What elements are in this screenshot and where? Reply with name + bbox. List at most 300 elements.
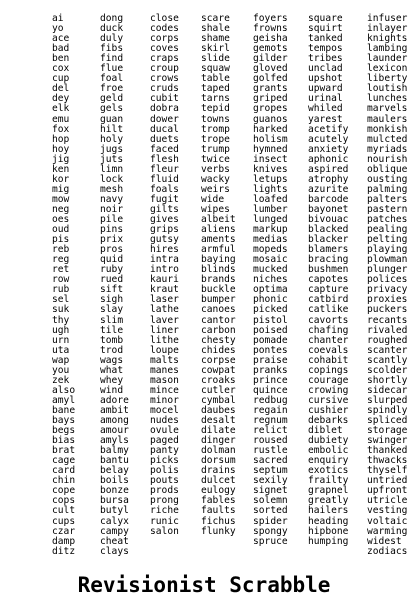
word: boils [100, 475, 129, 487]
word: urn [52, 334, 70, 346]
word: czar [52, 525, 76, 537]
word: riche [150, 505, 179, 517]
word: wide [201, 193, 225, 205]
word: oes [52, 214, 70, 225]
word: bumper [201, 294, 236, 306]
word: rustle [253, 445, 288, 457]
word: relict [253, 425, 288, 437]
word: sidecar [367, 384, 408, 396]
word: shortly [367, 374, 408, 386]
word: carbon [201, 324, 236, 336]
word: aments [201, 234, 236, 246]
word: cymbal [201, 394, 236, 406]
word: among [100, 415, 129, 426]
word: amyls [100, 435, 129, 447]
word: holy [100, 133, 124, 145]
word: slim [100, 314, 124, 326]
word: pile [100, 214, 124, 225]
word: polices [367, 274, 408, 286]
word: bonze [100, 485, 129, 497]
word: voltaic [367, 515, 408, 527]
word: adore [100, 394, 129, 406]
word: ben [52, 53, 70, 65]
word: phonic [253, 294, 288, 306]
word: foals [150, 183, 179, 195]
word: slay [100, 304, 124, 316]
word: you [52, 364, 70, 376]
word: neg [52, 203, 70, 215]
word: upshot [308, 73, 343, 85]
word: griped [253, 93, 288, 105]
word: belay [100, 465, 129, 477]
word: heading [308, 515, 349, 527]
word: tribes [308, 53, 343, 65]
word: marvels [367, 103, 408, 115]
word: lunged [253, 214, 288, 225]
word: duck [100, 23, 124, 35]
word: foyers [253, 13, 288, 24]
word: bivouac [308, 214, 349, 225]
word: embolic [308, 445, 349, 457]
word: duly [100, 33, 124, 45]
word: azurite [308, 183, 349, 195]
word: eulogy [201, 485, 236, 497]
word: limn [100, 163, 124, 175]
word: loutish [367, 83, 408, 95]
word: cohabit [308, 354, 349, 366]
word: corps [150, 33, 179, 45]
word: grapnel [308, 485, 349, 497]
word: utricle [367, 495, 408, 507]
word: dubiety [308, 435, 349, 447]
word: malts [150, 354, 179, 366]
word: guan [100, 113, 124, 125]
word: aphonic [308, 153, 349, 165]
word: bracing [308, 254, 349, 266]
word: spruce [253, 535, 288, 547]
word-columns [52, 13, 408, 575]
word: square [308, 13, 343, 24]
word: signet [253, 485, 288, 497]
word: grants [253, 83, 288, 95]
word: flunky [201, 525, 236, 537]
word: rub [52, 284, 70, 296]
word: picked [253, 304, 288, 316]
word: thyself [367, 465, 408, 477]
word: gilder [253, 53, 288, 65]
word: lithe [150, 334, 179, 346]
word: corpse [201, 354, 236, 366]
word: maulers [367, 113, 408, 125]
word: dilate [201, 425, 236, 437]
word: anxiety [308, 143, 349, 155]
word: duets [150, 133, 179, 145]
word: cushier [308, 404, 349, 416]
word: fluid [150, 173, 179, 185]
word: crows [150, 73, 179, 85]
word: monkish [367, 123, 408, 135]
word: diblet [308, 425, 343, 437]
word: medias [253, 234, 288, 246]
word: amyl [52, 394, 76, 406]
word: hailers [308, 505, 349, 517]
word: bursa [100, 495, 129, 507]
word: acutely [308, 133, 349, 145]
word: lathe [150, 304, 179, 316]
word: grips [150, 224, 179, 236]
word: spongy [253, 525, 288, 537]
word: close [150, 13, 179, 24]
word: ken [52, 163, 70, 175]
word: pastern [367, 203, 408, 215]
word: pis [52, 234, 70, 246]
word: geld [100, 93, 124, 105]
word: thanked [367, 445, 408, 457]
word: minor [150, 394, 179, 406]
word: zek [52, 374, 70, 386]
word: slide [201, 53, 230, 65]
word: kraut [150, 284, 179, 296]
word: hymned [253, 143, 288, 155]
word: hires [150, 244, 179, 256]
word: thwacks [367, 455, 408, 467]
word: amour [100, 425, 129, 437]
word: fox [52, 123, 70, 135]
word: whey [100, 374, 124, 386]
word: geisha [253, 33, 288, 45]
word: scolder [367, 364, 408, 376]
word: flesh [150, 153, 179, 165]
word: yarest [308, 113, 343, 125]
word: fleur [150, 163, 179, 175]
word: upfront [367, 485, 408, 497]
word: pomade [253, 334, 288, 346]
word: hipbone [308, 525, 349, 537]
word: cutler [201, 384, 236, 396]
word: scantly [367, 354, 408, 366]
word: row [52, 274, 70, 286]
word: mow [52, 193, 70, 205]
word: reb [52, 244, 70, 256]
word: knights [367, 33, 408, 45]
word: suk [52, 304, 70, 316]
word: cantor [201, 314, 236, 326]
word: bays [52, 415, 76, 426]
word: rivaled [367, 324, 408, 336]
word: pros [100, 244, 124, 256]
word: frailty [308, 475, 349, 487]
word: rued [100, 274, 124, 286]
word: noir [100, 203, 124, 215]
word: ovule [150, 425, 179, 437]
word: coves [150, 43, 179, 55]
word: intro [150, 264, 179, 276]
word: wap [52, 354, 70, 366]
word: butyl [100, 505, 129, 517]
word: albeit [201, 214, 236, 225]
word: shame [201, 33, 230, 45]
word: copings [308, 364, 349, 376]
word: inlayer [367, 23, 408, 35]
word: optima [253, 284, 288, 296]
word: jig [52, 153, 70, 165]
word: dobra [150, 103, 179, 115]
word: lunches [367, 93, 408, 105]
word: blinds [201, 264, 236, 276]
word: tile [100, 324, 124, 336]
word: yo [52, 23, 64, 35]
word: desalt [201, 415, 236, 426]
word: dulcet [201, 475, 236, 487]
word: salon [150, 525, 179, 537]
word: prince [253, 374, 288, 386]
word: fugit [150, 193, 179, 205]
word: plowman [367, 254, 408, 266]
word: aliens [201, 224, 236, 236]
word: del [52, 83, 70, 95]
word: intra [150, 254, 179, 266]
word: runic [150, 515, 179, 527]
word: emu [52, 113, 70, 125]
word: oblique [367, 163, 408, 175]
word: navy [100, 193, 124, 205]
word: lock [100, 173, 124, 185]
word: pins [100, 224, 124, 236]
word: trope [201, 133, 230, 145]
word: roughed [367, 334, 408, 346]
word: cult [52, 505, 76, 517]
word: blacked [308, 224, 349, 236]
word: bad [52, 43, 70, 55]
word: panty [150, 445, 179, 457]
word: dower [150, 113, 179, 125]
word: swinger [367, 435, 408, 447]
word: mason [150, 374, 179, 386]
word: armful [201, 244, 236, 256]
word: sorted [253, 505, 288, 517]
word: greatly [308, 495, 349, 507]
word: cup [52, 73, 70, 85]
word: puckers [367, 304, 408, 316]
word: laver [150, 314, 179, 326]
word: acetify [308, 123, 349, 135]
word: tomb [100, 334, 124, 346]
word: hilt [100, 123, 124, 135]
page-title: Revisionist Scrabble [77, 573, 331, 597]
word: dey [52, 93, 70, 105]
word: tempos [308, 43, 343, 55]
word: brat [52, 445, 76, 457]
word: catlike [308, 304, 349, 316]
word: spider [253, 515, 288, 527]
word: bayonet [308, 203, 349, 215]
word: clays [100, 545, 129, 557]
word: pranks [253, 364, 288, 376]
word: calyx [100, 515, 129, 527]
word: polis [150, 465, 179, 477]
word: launder [367, 53, 408, 65]
word: regain [253, 404, 288, 416]
word: spliced [367, 415, 408, 426]
word: card [52, 465, 76, 477]
word: myriads [367, 143, 408, 155]
word: enquiry [308, 455, 349, 467]
word: cubit [150, 93, 179, 105]
word: insect [253, 153, 288, 165]
word: prods [150, 485, 179, 497]
word: hoy [52, 143, 70, 155]
word: aspired [308, 163, 349, 175]
word: croaks [201, 374, 236, 386]
word: sel [52, 294, 70, 306]
word: exotics [308, 465, 349, 477]
word: wind [100, 384, 124, 396]
word: warming [367, 525, 408, 537]
word: also [52, 384, 76, 396]
word: quid [100, 254, 124, 266]
word: crowing [308, 384, 349, 396]
word: wags [100, 354, 124, 366]
word: poised [253, 324, 288, 336]
word: whiled [308, 103, 343, 115]
word: harked [253, 123, 288, 135]
word: dinger [201, 435, 236, 447]
word: table [201, 73, 230, 85]
word: chesty [201, 334, 236, 346]
word: pontes [253, 344, 288, 356]
word: tepid [201, 103, 230, 115]
word: ret [52, 264, 70, 276]
word: bantu [100, 455, 129, 467]
word: cops [52, 495, 76, 507]
word: elk [52, 103, 70, 115]
word: untried [367, 475, 408, 487]
word: nourish [367, 153, 408, 165]
word: barcode [308, 193, 349, 205]
word: urinal [308, 93, 343, 105]
word: loafed [253, 193, 288, 205]
word: debarks [308, 415, 349, 426]
word: manes [150, 364, 179, 376]
word: ousting [367, 173, 408, 185]
word: liner [150, 324, 179, 336]
word: holism [253, 133, 288, 145]
word: paged [150, 435, 179, 447]
word: tanked [308, 33, 343, 45]
word: blamers [308, 244, 349, 256]
word: wacky [201, 173, 230, 185]
word: mince [150, 384, 179, 396]
word: septum [253, 465, 288, 477]
word: zodiacs [367, 545, 408, 557]
word: what [100, 364, 124, 376]
word: tarns [201, 93, 230, 105]
word: storage [367, 425, 408, 437]
word: catbird [308, 294, 349, 306]
word: palming [367, 183, 408, 195]
word: towns [201, 113, 230, 125]
word: ditz [52, 545, 76, 557]
word: wipes [201, 203, 230, 215]
word: faults [201, 505, 236, 517]
word: spindly [367, 404, 408, 416]
word: buckle [201, 284, 236, 296]
word: mesh [100, 183, 124, 195]
word: widest [367, 535, 402, 547]
word: drains [201, 465, 236, 477]
word: uta [52, 344, 70, 356]
word: chin [52, 475, 76, 487]
word: quince [253, 384, 288, 396]
word: daubes [201, 404, 236, 416]
word: humping [308, 535, 349, 547]
word: ugh [52, 324, 70, 336]
word: balmy [100, 445, 129, 457]
word: ai [52, 13, 64, 24]
word: cowpat [201, 364, 236, 376]
word: thy [52, 314, 70, 326]
word: unclad [308, 63, 343, 75]
word: nudes [150, 415, 179, 426]
word: croup [150, 63, 179, 75]
word: campy [100, 525, 129, 537]
word: cruds [150, 83, 179, 95]
word: guanos [253, 113, 288, 125]
word: froe [100, 83, 124, 95]
word: skirl [201, 43, 230, 55]
word: pealing [367, 224, 408, 236]
word: mosaic [253, 254, 288, 266]
word: brands [201, 274, 236, 286]
word: chanter [308, 334, 349, 346]
word: mopeds [253, 244, 288, 256]
word: gloved [253, 63, 288, 75]
word: hop [52, 133, 70, 145]
word: gives [150, 214, 179, 225]
word: juts [100, 153, 124, 165]
word: squirt [308, 23, 343, 35]
word: twice [201, 153, 230, 165]
word: dong [100, 13, 124, 24]
word: gropes [253, 103, 288, 115]
word: sacred [253, 455, 288, 467]
word: shale [201, 23, 230, 35]
word: verbs [201, 163, 230, 175]
word: bushmen [308, 264, 349, 276]
word: vesting [367, 505, 408, 517]
word: sexily [253, 475, 288, 487]
word: prix [100, 234, 124, 246]
word: mocel [150, 404, 179, 416]
word: tromp [201, 123, 230, 135]
word: chides [201, 344, 236, 356]
word: proxies [367, 294, 408, 306]
word: loupe [150, 344, 179, 356]
word: ruby [100, 264, 124, 276]
word: fichus [201, 515, 236, 527]
word: mig [52, 183, 70, 195]
word: gemots [253, 43, 288, 55]
word: laser [150, 294, 179, 306]
word: foal [100, 73, 124, 85]
word: sigh [100, 294, 124, 306]
word: dorsum [201, 455, 236, 467]
word: praise [253, 354, 288, 366]
word: lights [253, 183, 288, 195]
word: coevals [308, 344, 349, 356]
word: ducal [150, 123, 179, 135]
word: palters [367, 193, 408, 205]
